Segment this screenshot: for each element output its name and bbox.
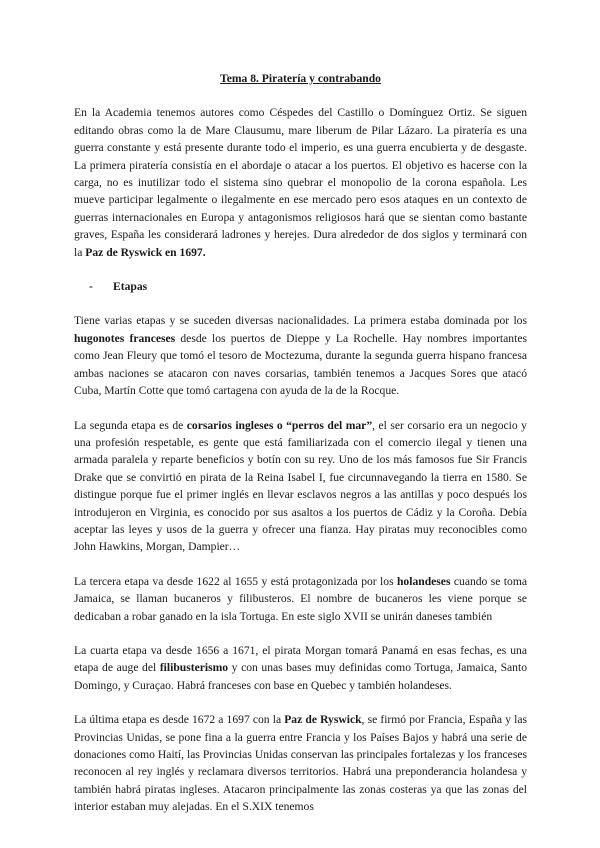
document-body: [74, 70, 527, 833]
paragraph-etapa-2: [74, 417, 527, 556]
bold-text-run: Paz de Ryswick: [284, 713, 362, 727]
paragraph-etapa-5: [74, 711, 527, 815]
list-bullet: -: [89, 280, 93, 294]
section-heading-label: Etapas: [113, 280, 148, 294]
text-run: La cuarta etapa va desde 1656 a 1671, el pirata Morgan tomará Panamá en esas fechas, es una etapa de auge del: [74, 643, 527, 675]
bold-text-run: holandeses: [396, 574, 451, 588]
text-run: La última etapa es desde 1672 a 1697 con la: [74, 713, 285, 727]
text-run: , se firmó por Francia, España y las Provincias Unidas, se pone fina a la guerra entre Francia y los Países Bajos y habrá una serie de donaciones como Haití, las Provincias Unidas conservan las principales fortalezas y los franceses reconocen al rey inglés y reclamara diversos territorios. Habrá una preponderancia holandesa y también habrá piratas ingleses. Atacaron principalmente las zonas costeras ya que las zonas del interior estaban muy alejadas. En el S.XIX tenemos: [74, 713, 527, 814]
paragraph-intro: [74, 104, 527, 261]
paragraph-etapa-1: [74, 312, 527, 399]
text-run: En la Academia tenemos autores como Céspedes del Castillo o Domínguez Ortiz. Se siguen editando obras como la de Mare Clausumu, mare liberum de Pilar Lázaro. La piratería es una guerra constante y está presente durante todo el imperio, es una guerra encubierta y de desgaste. La primera piratería consistía en el abordaje o atacar a los puertos. El objetivo es hacerse con la carga, no es inutilizar todo el sistema sino quebrar el monopolio de la corona española. Les mueve participar legalmente o ilegalmente en ese mercado pero esos ataques en un contexto de guerras internacionales en Europa y antagonismos religiosos hará que se sientan como bastante graves, España les considerará ladrones y herejes. Dura alrededor de dos siglos y terminará con la: [74, 106, 527, 259]
text-run: , el ser corsario era un negocio y una profesión respetable, es gente que está familiarizada con el comercio ilegal y tienen una armada paralela y reparte beneficios y botín con su rey. Uno de los más famosos fue Sir Francis Drake que se convirtió en pirata de la Reina Isabel I, fue circunnavegando la tierra en 1580. Se distingue porque fue el primer inglés en llevar esclavos negros a las antillas y poco después los introdujeron en Virginia, es conocido por sus asaltos a los puertos de Cádiz y la Coroña. Debía aceptar las leyes y usos de la guerra y ofrecer una fianza. Hay piratas muy reconocibles como John Hawkins, Morgan, Dampier…: [74, 418, 527, 554]
text-run: cuando se toma Jamaica, se llaman bucaneros y filibusteros. El nombre de bucaneros les viene porque se dedicaban a robar ganado en la isla Tortuga. En este siglo XVII se unirán daneses también: [74, 574, 527, 623]
bold-text-run: Paz de Ryswick en 1697.: [85, 245, 206, 259]
text-run: desde los puertos de Dieppe y La Rochelle. Hay nombres importantes como Jean Fleury que tomó el tesoro de Moctezuma, durante la segunda guerra hispano francesa ambas naciones se atacaron con naves corsarias, también tenemos a Jacques Sores que atacó Cuba, Martín Cotte que tomó cartagena con ayuda de la de la Rocque.: [74, 331, 527, 398]
text-run: La segunda etapa es de: [74, 418, 187, 432]
bold-text-run: filibusterismo: [159, 661, 229, 675]
text-run: y con unas bases muy definidas como Tortuga, Jamaica, Santo Domingo, y Curaçao. Habrá franceses con base en Quebec y también holandeses.: [74, 661, 527, 692]
text-run: La tercera etapa va desde 1622 al 1655 y está protagonizada por los: [74, 574, 397, 588]
text-run: Tiene varias etapas y se suceden diversas nacionalidades. La primera estaba dominada por los: [74, 314, 527, 328]
paragraph-etapa-3: [74, 573, 527, 625]
bold-text-run: corsarios ingleses o “perros del mar”: [186, 418, 373, 432]
document-title: Tema 8. Piratería y contrabando: [220, 72, 381, 85]
bold-text-run: hugonotes franceses: [74, 331, 176, 345]
section-heading-etapas: [74, 278, 527, 295]
paragraph-etapa-4: [74, 642, 527, 694]
